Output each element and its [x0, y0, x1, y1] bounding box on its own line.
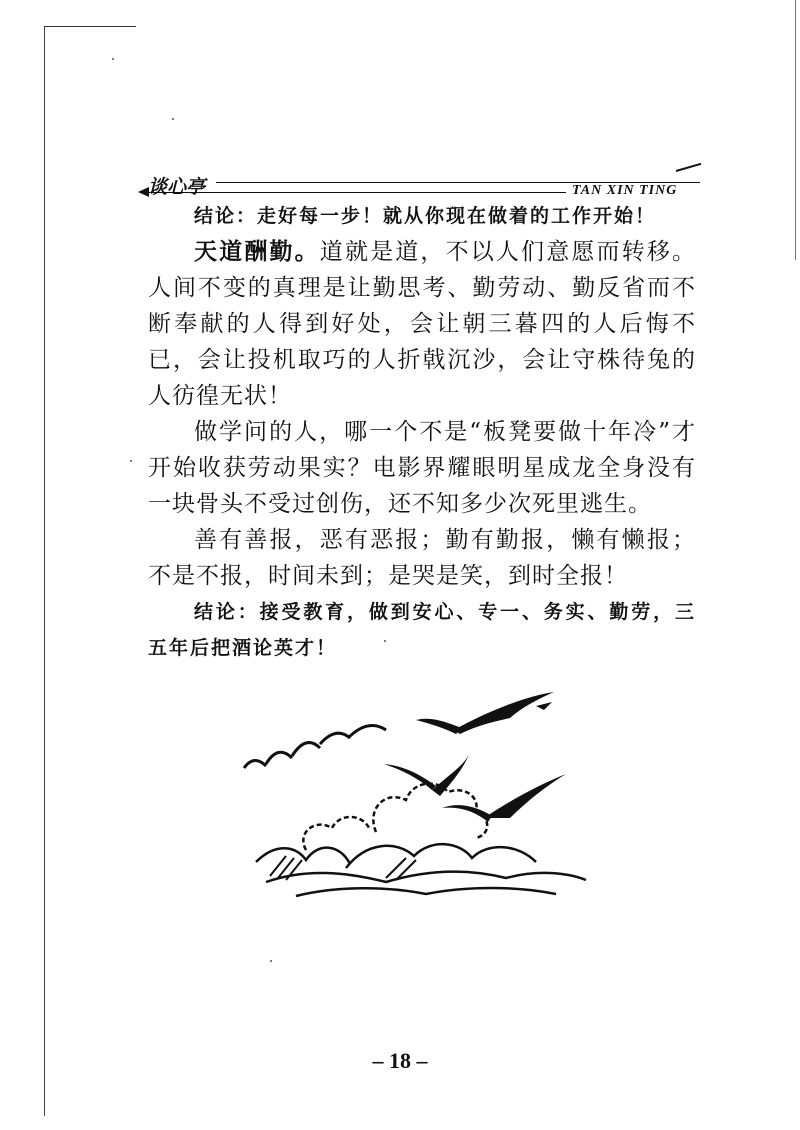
paragraph-lead: 天道酬勤。	[194, 238, 320, 265]
seagulls-illustration	[236, 682, 610, 902]
header-rule	[148, 192, 566, 193]
body-text	[148, 198, 696, 666]
scan-speck	[172, 118, 174, 120]
paragraph-text: 结论：接受教育，做到安心、专一、务实、勤劳，三五年后把酒论英才！	[148, 601, 696, 659]
paragraph-text: 做学问的人，哪一个不是“板凳要做十年冷”才开始收获劳动果实？电影界耀眼明星成龙全身没有一块骨头不受过创伤，还不知多少次死里逃生。	[148, 419, 696, 517]
paragraph	[148, 198, 696, 234]
header-flourish	[676, 163, 702, 172]
clouds	[303, 784, 487, 850]
scan-edge-line	[795, 0, 796, 260]
paragraph	[148, 594, 696, 666]
distant-birds	[244, 726, 386, 769]
scan-speck	[130, 460, 132, 462]
scan-speck	[112, 58, 114, 60]
seagull-icon	[442, 774, 566, 822]
paragraph-text: 道就是道，不以人们意愿而转移。人间不变的真理是让勤思考、勤劳动、勤反省而不断奉献的人得到好处，会让朝三暮四的人后悔不已，会让投机取巧的人折戟沉沙，会让守株待兔的人彷徨无状！	[148, 239, 697, 409]
paragraph-text: 善有善报，恶有恶报；勤有勤报，懒有懒报；不是不报，时间未到；是哭是笑，到时全报！	[148, 527, 696, 589]
paragraph	[148, 522, 696, 594]
scan-speck	[270, 960, 272, 962]
seagull-icon	[416, 692, 554, 734]
header-title-en: TAN XIN TING	[572, 183, 678, 198]
scan-edge-line	[44, 26, 136, 27]
paragraph	[148, 414, 696, 522]
paragraph-text: 结论：走好每一步！就从你现在做着的工作开始！	[194, 205, 657, 227]
arrow-left-icon	[138, 187, 149, 197]
scan-edge-line	[44, 26, 45, 1116]
page-number: – 18 –	[372, 1048, 428, 1073]
seagull-icon	[384, 752, 470, 796]
waves	[256, 844, 586, 896]
header-title: 谈心亭	[148, 176, 206, 198]
paragraph	[148, 234, 696, 414]
